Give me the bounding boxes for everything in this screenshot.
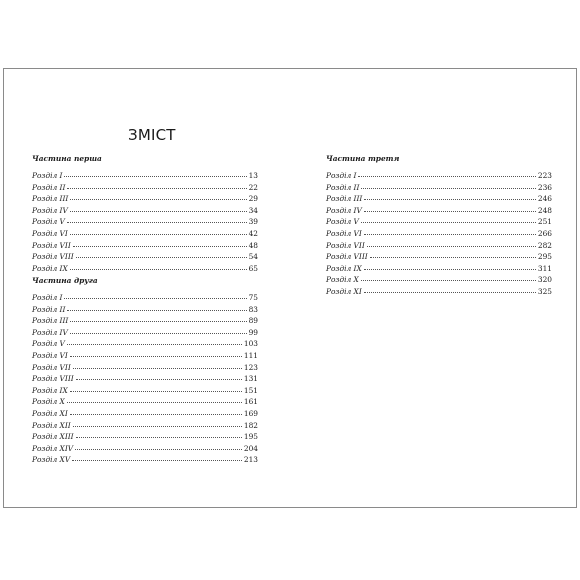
- toc-entry-page-number: 325: [537, 286, 552, 296]
- toc-entry-label: Розділ VII: [32, 240, 71, 250]
- toc-entry[interactable]: [326, 228, 552, 240]
- toc-entry[interactable]: [32, 443, 258, 455]
- dot-leader: [70, 211, 247, 212]
- toc-entry-page-number: 111: [243, 350, 258, 360]
- toc-entry[interactable]: [32, 263, 258, 275]
- toc-entry-label: Розділ IV: [326, 205, 362, 215]
- toc-entry-label: Розділ XII: [32, 420, 71, 430]
- toc-entry-label: Розділ XIII: [32, 432, 74, 442]
- toc-entry[interactable]: [326, 263, 552, 275]
- toc-entry-label: Розділ X: [32, 397, 65, 407]
- toc-entry-page-number: 99: [248, 327, 258, 337]
- dot-leader: [70, 414, 242, 415]
- toc-entry-page-number: 42: [248, 228, 258, 238]
- toc-entry-page-number: 282: [537, 240, 552, 250]
- part-heading: Частина друга: [32, 276, 98, 285]
- dot-leader: [67, 402, 242, 403]
- dot-leader: [76, 437, 242, 438]
- dot-leader: [70, 356, 242, 357]
- dot-leader: [64, 176, 246, 177]
- toc-entry[interactable]: [32, 454, 258, 466]
- toc-entry-page-number: 131: [243, 374, 258, 384]
- toc-entry-page-number: 182: [243, 420, 258, 430]
- dot-leader: [364, 199, 536, 200]
- toc-entry[interactable]: [326, 240, 552, 252]
- dot-leader: [361, 188, 535, 189]
- toc-entry-label: Розділ VIII: [326, 252, 368, 262]
- toc-entry-label: Розділ XIV: [32, 443, 74, 453]
- dot-leader: [76, 257, 247, 258]
- toc-entry-label: Розділ II: [32, 304, 66, 314]
- dot-leader: [364, 234, 536, 235]
- toc-entry-label: Розділ V: [32, 339, 65, 349]
- dot-leader: [70, 333, 247, 334]
- toc-entry[interactable]: [32, 350, 258, 362]
- toc-entry-label: Розділ VI: [32, 228, 68, 238]
- toc-entry-label: Розділ VIII: [32, 374, 74, 384]
- dot-leader: [364, 269, 536, 270]
- dot-leader: [361, 280, 536, 281]
- toc-entry[interactable]: [326, 205, 552, 217]
- toc-entry[interactable]: [326, 193, 552, 205]
- toc-entry-label: Розділ II: [32, 182, 66, 192]
- toc-entry-page-number: 248: [537, 205, 552, 215]
- toc-entry-page-number: 103: [243, 339, 258, 349]
- toc-entry-page-number: 39: [248, 217, 258, 227]
- toc-entry-label: Розділ IV: [32, 205, 68, 215]
- toc-entry[interactable]: [32, 228, 258, 240]
- part-heading: Частина перша: [32, 154, 102, 163]
- toc-entry-label: Розділ IX: [32, 263, 68, 273]
- dot-leader: [73, 368, 242, 369]
- toc-entry-label: Розділ IV: [32, 327, 68, 337]
- toc-entry[interactable]: [32, 362, 258, 374]
- toc-entry-label: Розділ I: [32, 293, 63, 302]
- toc-entry[interactable]: [32, 304, 258, 316]
- toc-entry[interactable]: [326, 216, 552, 228]
- toc-entry-label: Розділ V: [326, 217, 359, 227]
- toc-entry-page-number: 83: [248, 304, 258, 314]
- dot-leader: [76, 379, 242, 380]
- toc-entry[interactable]: [32, 408, 258, 420]
- toc-entry-label: Розділ XI: [32, 408, 68, 418]
- dot-leader: [67, 310, 246, 311]
- toc-entry-page-number: 320: [537, 275, 552, 285]
- toc-entry-label: Розділ XV: [32, 455, 71, 465]
- toc-entry-page-number: 266: [537, 228, 552, 238]
- toc-entry[interactable]: [32, 216, 258, 228]
- toc-entry-page-number: 246: [537, 194, 552, 204]
- toc-entry-label: Розділ III: [32, 194, 69, 204]
- toc-entry[interactable]: [32, 170, 258, 182]
- toc-entry[interactable]: [326, 251, 552, 263]
- toc-entry[interactable]: [32, 338, 258, 350]
- toc-entry-page-number: 169: [243, 408, 258, 418]
- toc-entry-label: Розділ XI: [326, 286, 362, 296]
- toc-entry-label: Розділ II: [326, 182, 360, 192]
- toc-entry[interactable]: [32, 373, 258, 385]
- toc-entry-page-number: 161: [243, 397, 258, 407]
- part-heading: Частина третя: [326, 154, 400, 163]
- toc-entry-page-number: 251: [537, 217, 552, 227]
- dot-leader: [67, 344, 242, 345]
- toc-entry-label: Розділ IX: [32, 385, 68, 395]
- toc-entry-page-number: 34: [248, 205, 258, 215]
- dot-leader: [70, 199, 246, 200]
- dot-leader: [70, 234, 247, 235]
- toc-entry-page-number: 236: [537, 182, 552, 192]
- dot-leader: [364, 292, 536, 293]
- toc-entry-page-number: 295: [537, 252, 552, 262]
- toc-entry[interactable]: [326, 286, 552, 298]
- dot-leader: [64, 298, 246, 299]
- toc-entry-list: [32, 170, 258, 274]
- toc-entry[interactable]: [32, 193, 258, 205]
- dot-leader: [67, 188, 246, 189]
- page-title: ЗМІСТ: [128, 126, 176, 144]
- dot-leader: [67, 222, 247, 223]
- dot-leader: [72, 460, 242, 461]
- toc-entry[interactable]: [32, 292, 258, 304]
- toc-entry[interactable]: [32, 315, 258, 327]
- toc-entry-label: Розділ VII: [32, 362, 71, 372]
- toc-entry[interactable]: [32, 385, 258, 397]
- toc-entry-page-number: 195: [243, 432, 258, 442]
- toc-entry-label: Розділ X: [326, 275, 359, 285]
- toc-entry-page-number: 311: [537, 263, 552, 273]
- toc-entry[interactable]: [326, 274, 552, 286]
- toc-entry-page-number: 123: [243, 362, 258, 372]
- part-section-2: [32, 276, 258, 466]
- part-section-3: [326, 154, 552, 298]
- toc-entry-page-number: 13: [248, 171, 258, 180]
- dot-leader: [367, 246, 536, 247]
- toc-entry-page-number: 54: [248, 252, 258, 262]
- toc-entry[interactable]: [32, 327, 258, 339]
- toc-entry[interactable]: [32, 205, 258, 217]
- toc-entry-label: Розділ I: [326, 171, 357, 180]
- dot-leader: [370, 257, 536, 258]
- toc-entry-label: Розділ III: [326, 194, 363, 204]
- part-section-1: [32, 154, 258, 274]
- toc-entry[interactable]: [32, 240, 258, 252]
- toc-entry-page-number: 223: [537, 171, 552, 180]
- toc-entry-page-number: 75: [248, 293, 258, 302]
- toc-entry[interactable]: [32, 251, 258, 263]
- dot-leader: [73, 426, 242, 427]
- toc-entry[interactable]: [32, 182, 258, 194]
- toc-entry-label: Розділ I: [32, 171, 63, 180]
- toc-entry[interactable]: [326, 170, 552, 182]
- toc-entry-list: [326, 170, 552, 298]
- dot-leader: [364, 211, 536, 212]
- toc-entry[interactable]: [32, 420, 258, 432]
- dot-leader: [358, 176, 535, 177]
- toc-entry-label: Розділ III: [32, 316, 69, 326]
- dot-leader: [73, 246, 247, 247]
- toc-entry-page-number: 204: [243, 443, 258, 453]
- toc-entry-label: Розділ VI: [326, 228, 362, 238]
- dot-leader: [70, 269, 247, 270]
- dot-leader: [361, 222, 536, 223]
- dot-leader: [70, 391, 242, 392]
- toc-entry-page-number: 65: [248, 263, 258, 273]
- toc-entry-label: Розділ IX: [326, 263, 362, 273]
- dot-leader: [75, 449, 242, 450]
- toc-entry-page-number: 151: [243, 385, 258, 395]
- toc-entry-page-number: 48: [248, 240, 258, 250]
- toc-entry-page-number: 22: [248, 182, 258, 192]
- toc-entry-label: Розділ VIII: [32, 252, 74, 262]
- toc-entry[interactable]: [32, 396, 258, 408]
- toc-entry-page-number: 213: [243, 455, 258, 465]
- dot-leader: [70, 321, 246, 322]
- toc-entry-list: [32, 292, 258, 466]
- toc-entry[interactable]: [32, 431, 258, 443]
- toc-entry-page-number: 29: [248, 194, 258, 204]
- toc-entry-label: Розділ VI: [32, 350, 68, 360]
- toc-entry-page-number: 89: [248, 316, 258, 326]
- toc-entry[interactable]: [326, 182, 552, 194]
- toc-entry-label: Розділ V: [32, 217, 65, 227]
- toc-entry-label: Розділ VII: [326, 240, 365, 250]
